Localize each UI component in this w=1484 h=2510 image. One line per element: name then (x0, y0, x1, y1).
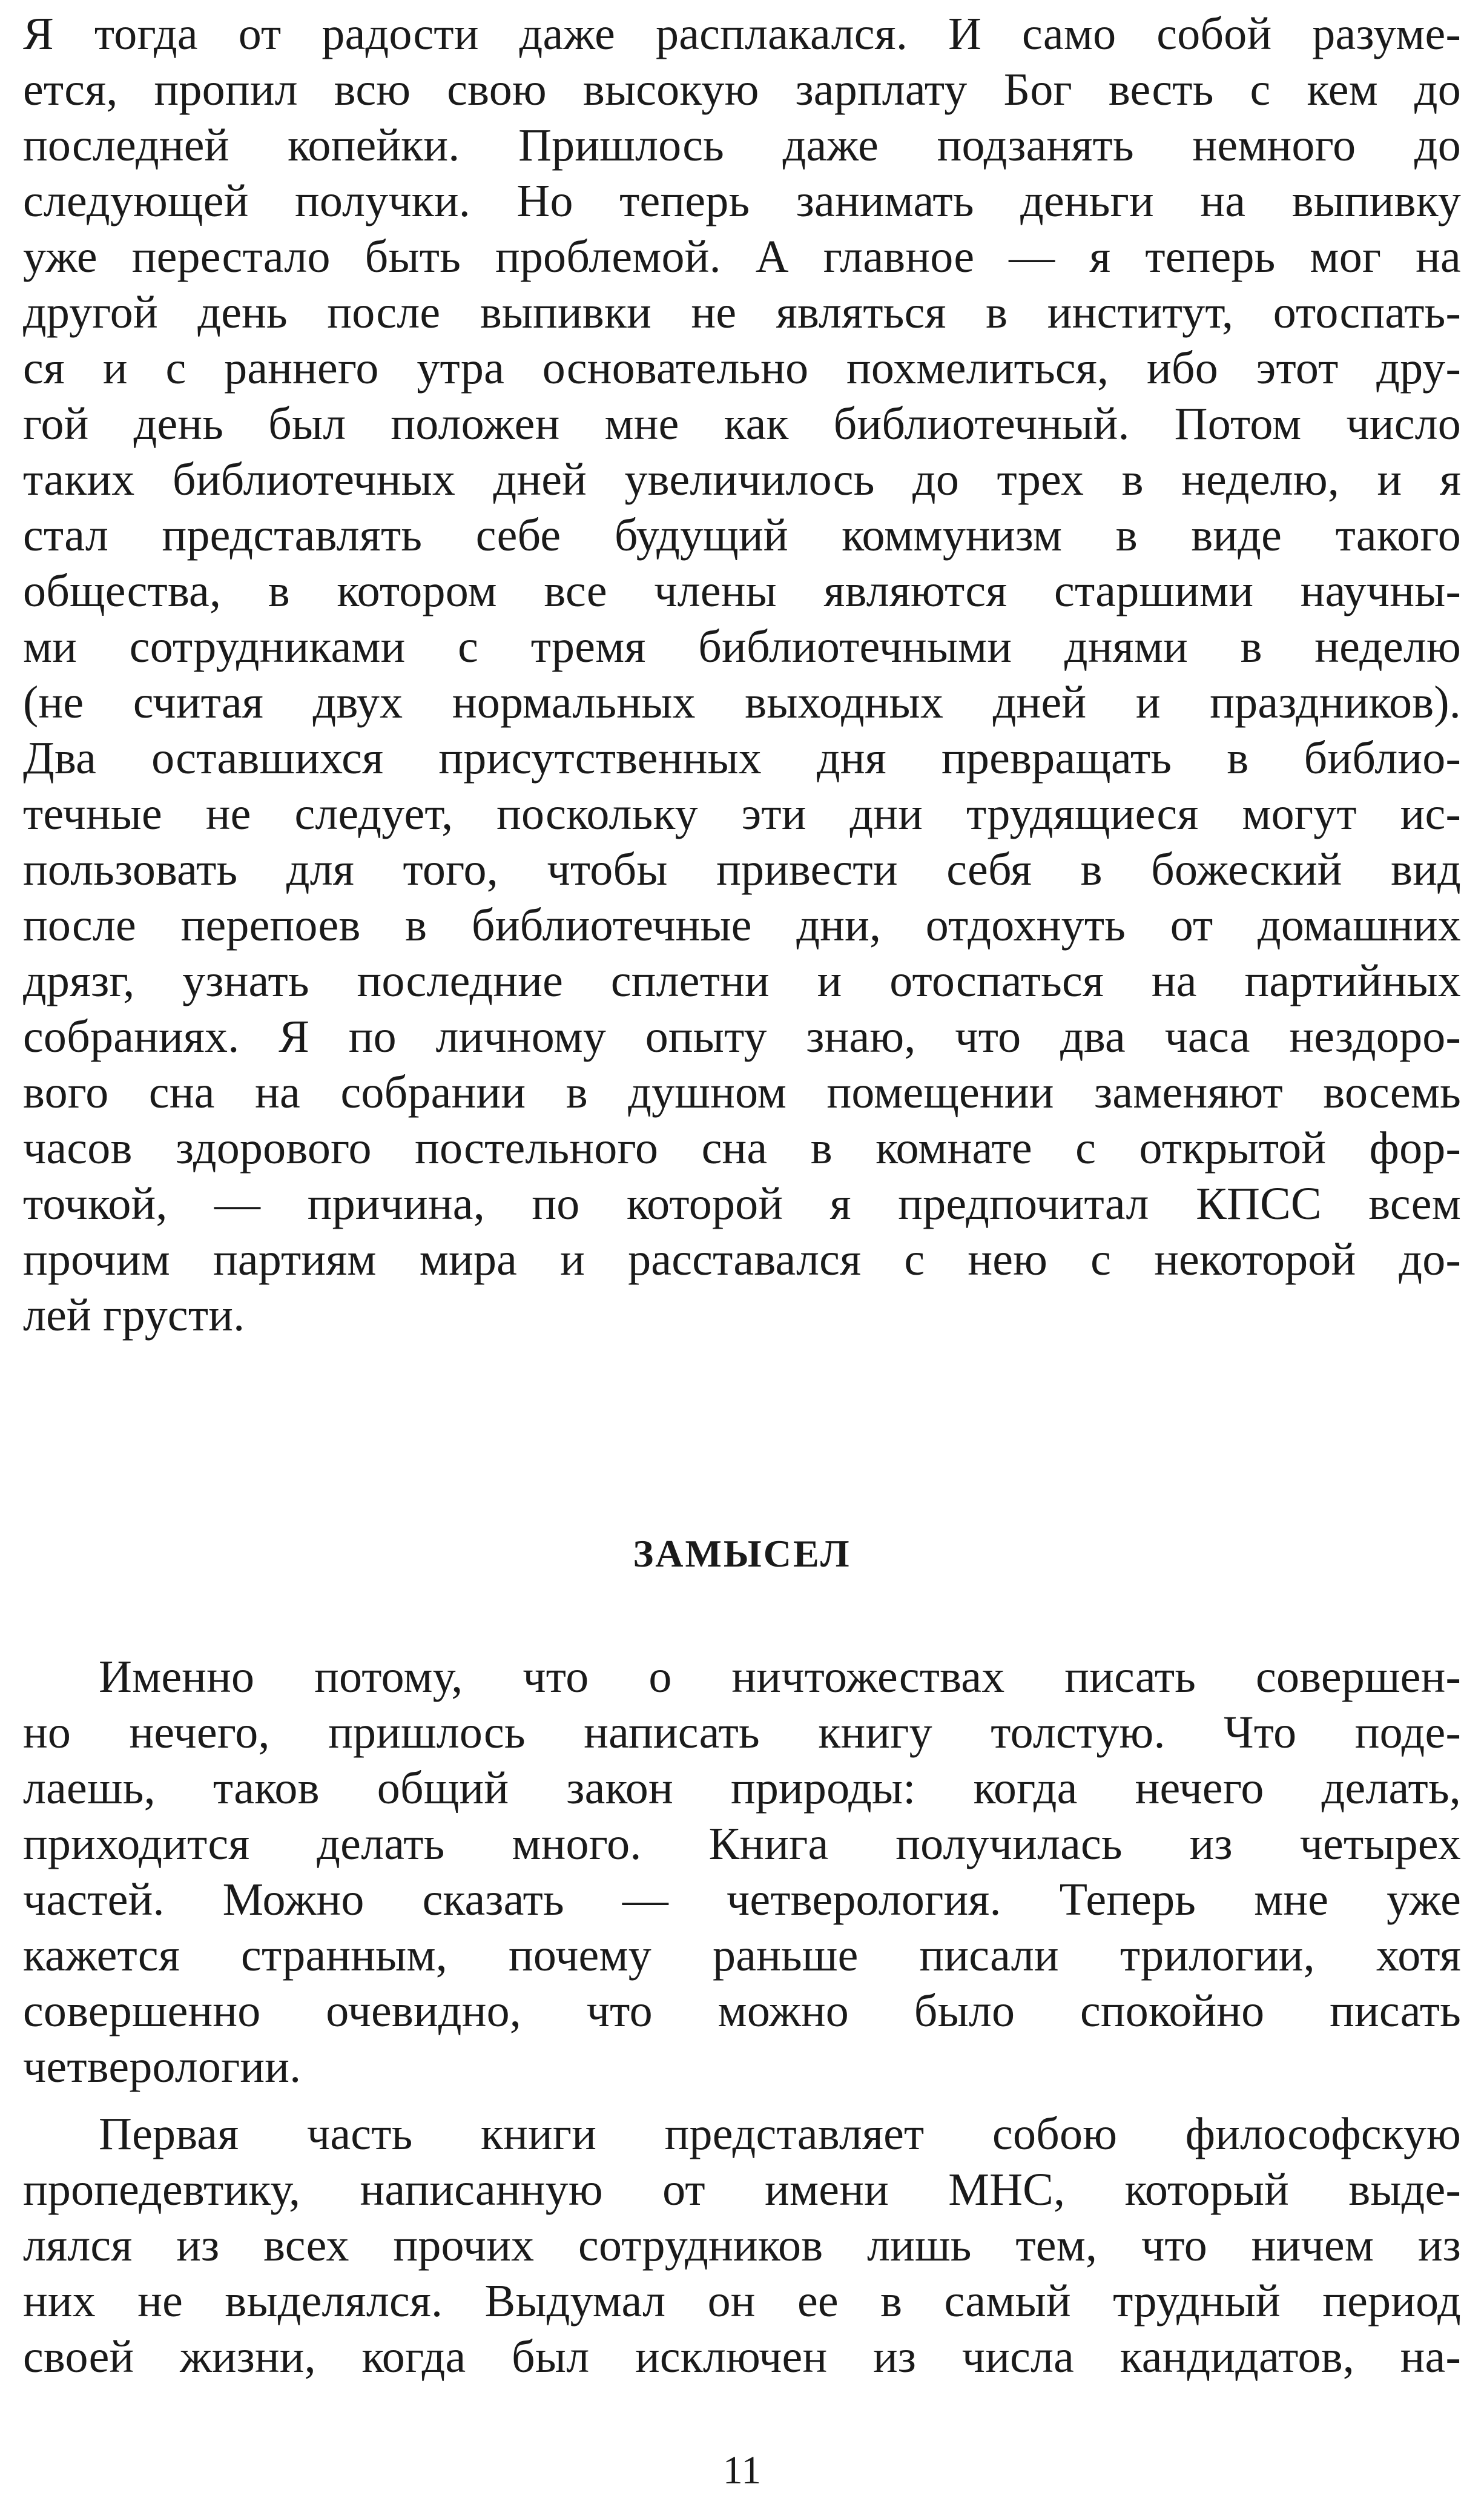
page-number: 11 (722, 2448, 762, 2492)
text-line: уже перестало быть проблемой. А главное — я теперь мог на (23, 231, 1461, 282)
text-line: но нечего, пришлось написать книгу толстую. Что поде- (23, 1707, 1461, 1758)
text-line: них не выделялся. Выдумал он ее в самый трудный период (23, 2276, 1461, 2327)
text-line: другой день после выпивки не являться в институт, отоспать- (23, 287, 1461, 338)
text-line: после перепоев в библиотечные дни, отдохнуть от домашних (23, 900, 1461, 951)
text-line: ми сотрудниками с тремя библиотечными днями в неделю (23, 621, 1461, 672)
book-page (23, 0, 1461, 2510)
text-line: Именно потому, что о ничтожествах писать совершен- (99, 1651, 1461, 1702)
text-line: собраниях. Я по личному опыту знаю, что два часа нездоро- (23, 1011, 1461, 1062)
text-line: вого сна на собрании в душном помещении заменяют восемь (23, 1067, 1461, 1118)
text-line: прочим партиям мира и расставался с нею с некоторой до- (23, 1234, 1461, 1285)
text-line: точкой, — причина, по которой я предпочитал КПСС всем (23, 1178, 1461, 1229)
text-line: лаешь, таков общий закон природы: когда нечего делать, (23, 1763, 1461, 1814)
text-line: приходится делать много. Книга получилась из четырех (23, 1818, 1461, 1869)
text-line: следующей получки. Но теперь занимать деньги на выпивку (23, 176, 1461, 226)
text-line: Два оставшихся присутственных дня превращать в библио- (23, 733, 1461, 784)
text-line: своей жизни, когда был исключен из числа кандидатов, на- (23, 2331, 1461, 2382)
text-line: четверологии. (23, 2041, 302, 2092)
text-line: последней копейки. Пришлось даже подзанять немного до (23, 120, 1461, 171)
text-line: частей. Можно сказать — четверология. Теперь мне уже (23, 1874, 1461, 1925)
text-line: совершенно очевидно, что можно было спокойно писать (23, 1986, 1461, 2036)
text-line: (не считая двух нормальных выходных дней и праздников). (23, 677, 1461, 728)
text-line: Первая часть книги представляет собою философскую (99, 2109, 1461, 2159)
text-line: гой день был положен мне как библиотечный. Потом число (23, 398, 1461, 449)
text-line: пропедевтику, написанную от имени МНС, который выде- (23, 2164, 1461, 2215)
text-line: ся и с раннего утра основательно похмелиться, ибо этот дру- (23, 343, 1461, 394)
text-line: лялся из всех прочих сотрудников лишь тем, что ничем из (23, 2220, 1461, 2271)
text-line: кажется странным, почему раньше писали трилогии, хотя (23, 1930, 1461, 1981)
section-heading: ЗАМЫСЕЛ (633, 1532, 851, 1575)
text-line: пользовать для того, чтобы привести себя в божеский вид (23, 844, 1461, 895)
text-line: таких библиотечных дней увеличилось до трех в неделю, и я (23, 454, 1461, 505)
text-line: лей грусти. (23, 1290, 245, 1341)
text-line: дрязг, узнать последние сплетни и отоспаться на партийных (23, 956, 1461, 1006)
text-line: течные не следует, поскольку эти дни трудящиеся могут ис- (23, 788, 1461, 839)
text-line: ется, пропил всю свою высокую зарплату Бог весть с кем до (23, 64, 1461, 115)
text-line: Я тогда от радости даже расплакался. И само собой разуме- (23, 8, 1461, 59)
text-line: общества, в котором все члены являются старшими научны- (23, 566, 1461, 616)
text-line: часов здорового постельного сна в комнате с открытой фор- (23, 1123, 1461, 1174)
text-line: стал представлять себе будущий коммунизм в виде такого (23, 510, 1461, 561)
